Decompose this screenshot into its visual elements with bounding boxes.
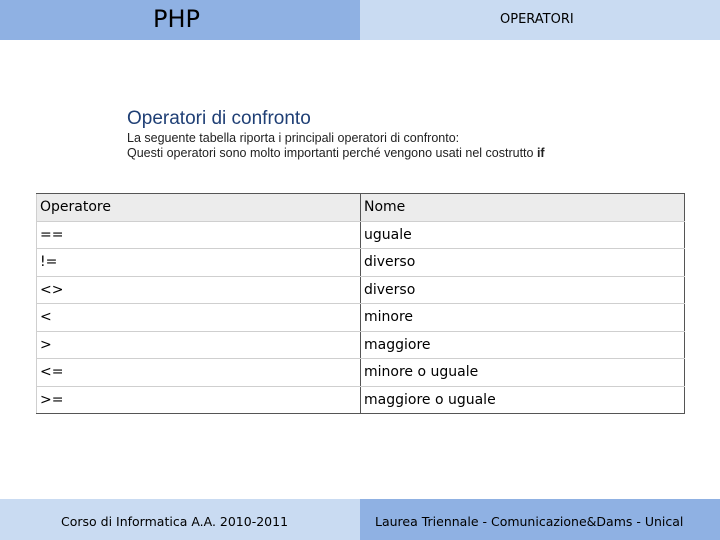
operator-cell: != bbox=[37, 249, 361, 277]
header-left-band bbox=[0, 0, 360, 40]
footer-degree: Laurea Triennale - Comunicazione&Dams - Unical bbox=[375, 514, 684, 529]
table-row bbox=[37, 249, 685, 277]
operator-cell: > bbox=[37, 331, 361, 359]
name-cell: diverso bbox=[361, 276, 685, 304]
name-cell: minore o uguale bbox=[361, 359, 685, 387]
operator-cell: <= bbox=[37, 359, 361, 387]
table-row bbox=[37, 359, 685, 387]
intro-line-1: La seguente tabella riporta i principali operatori di confronto: bbox=[127, 131, 460, 145]
name-cell: maggiore o uguale bbox=[361, 386, 685, 414]
table-row bbox=[37, 386, 685, 414]
slide-title-php: PHP bbox=[153, 5, 200, 33]
name-cell: minore bbox=[361, 304, 685, 332]
operator-cell: < bbox=[37, 304, 361, 332]
table-row bbox=[37, 221, 685, 249]
operators-table bbox=[36, 193, 685, 414]
intro-line-2-text: Questi operatori sono molto importanti perché vengono usati nel costrutto bbox=[127, 146, 537, 160]
table-row bbox=[37, 276, 685, 304]
header-nome: Nome bbox=[361, 194, 685, 222]
intro-text bbox=[127, 131, 545, 161]
table-row bbox=[37, 304, 685, 332]
section-heading: Operatori di confronto bbox=[127, 108, 311, 129]
slide-section-title: OPERATORI bbox=[500, 12, 574, 27]
name-cell: diverso bbox=[361, 249, 685, 277]
operator-cell: <> bbox=[37, 276, 361, 304]
operator-cell: == bbox=[37, 221, 361, 249]
table-row bbox=[37, 331, 685, 359]
name-cell: uguale bbox=[361, 221, 685, 249]
footer-course: Corso di Informatica A.A. 2010-2011 bbox=[61, 514, 289, 529]
intro-line-2 bbox=[127, 146, 545, 161]
footer-right-band bbox=[360, 499, 720, 540]
name-cell: maggiore bbox=[361, 331, 685, 359]
footer-left-band bbox=[0, 499, 360, 540]
header-operatore: Operatore bbox=[37, 194, 361, 222]
intro-keyword: if bbox=[536, 146, 545, 160]
table-header-row bbox=[37, 194, 685, 222]
header-right-band bbox=[360, 0, 720, 40]
operator-cell: >= bbox=[37, 386, 361, 414]
